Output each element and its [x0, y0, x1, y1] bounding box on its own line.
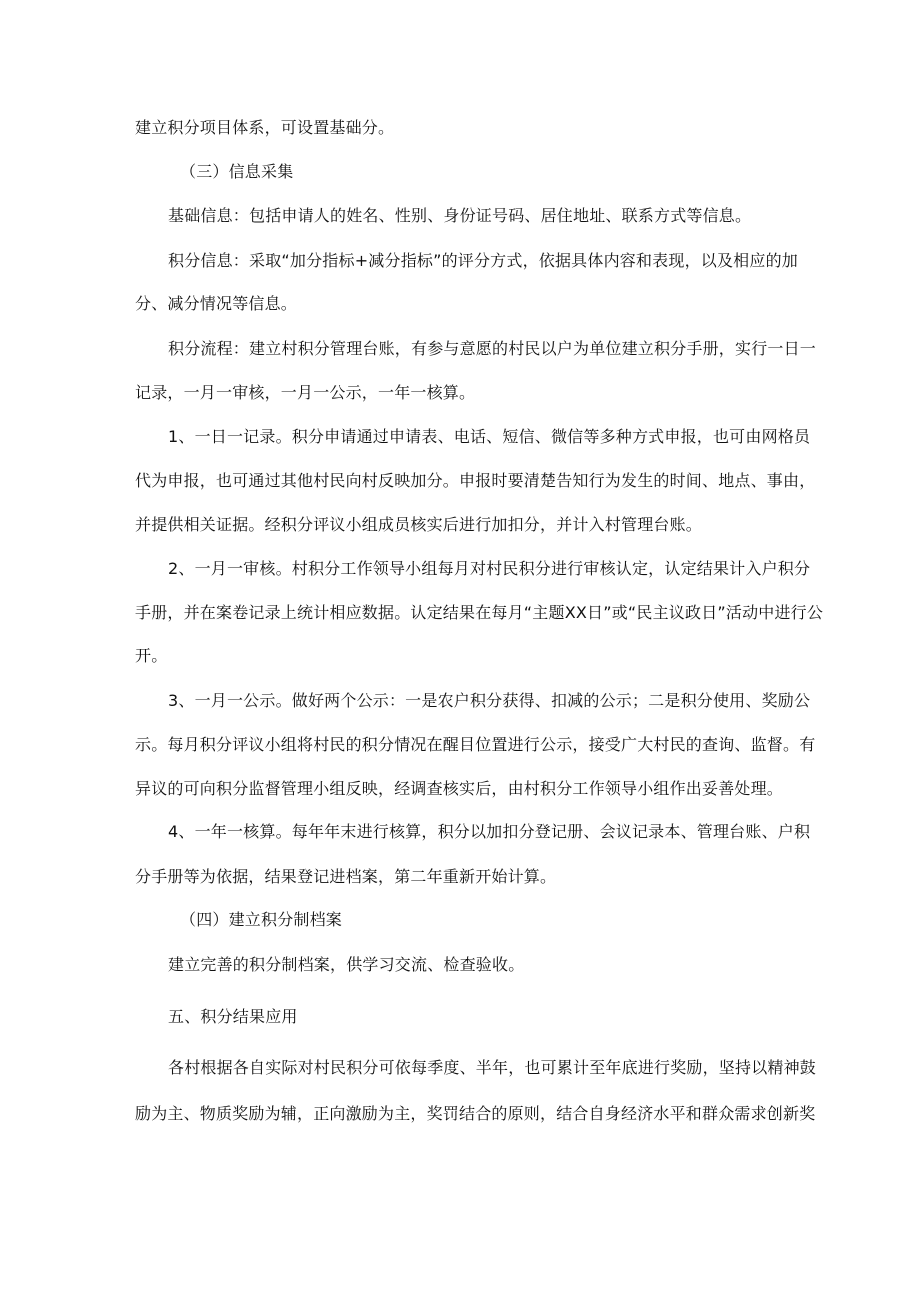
body-line: 开。 [135, 646, 168, 665]
body-line: 分手册等为依据，结果登记进档案，第二年重新开始计算。 [135, 867, 557, 886]
body-line: 积分流程：建立村积分管理台账，有参与意愿的村民以户为单位建立积分手册，实行一日一 [168, 339, 817, 358]
body-line: 记录，一月一审核，一月一公示，一年一核算。 [135, 383, 476, 402]
body-line: 积分信息：采取“加分指标+减分指标”的评分方式，依据具体内容和表现，以及相应的加 [168, 251, 798, 270]
body-line: 1、一日一记录。积分申请通过申请表、电话、短信、微信等多种方式申报，也可由网格员 [168, 427, 811, 446]
body-line: 示。每月积分评议小组将村民的积分情况在醒目位置进行公示，接受广大村民的查询、监督。有 [135, 735, 816, 754]
body-line: 3、一月一公示。做好两个公示：一是农户积分获得、扣减的公示；二是积分使用、奖励公 [168, 691, 811, 710]
section-heading: （四）建立积分制档案 [180, 910, 343, 929]
body-line: 异议的可向积分监督管理小组反映，经调查核实后，由村积分工作领导小组作出妥善处理。 [135, 779, 784, 798]
body-line: 励为主、物质奖励为辅，正向激励为主，奖罚结合的原则，结合自身经济水平和群众需求创新奖 [135, 1104, 816, 1123]
section-heading: （三）信息采集 [180, 162, 294, 181]
body-line: 基础信息：包括申请人的姓名、性别、身份证号码、居住地址、联系方式等信息。 [168, 206, 752, 225]
body-line: 分、减分情况等信息。 [135, 294, 298, 313]
body-line: 4、一年一核算。每年年末进行核算，积分以加扣分登记册、会议记录本、管理台账、户积 [168, 822, 811, 841]
body-line: 各村根据各自实际对村民积分可依每季度、半年，也可累计至年底进行奖励，坚持以精神鼓 [168, 1058, 817, 1077]
chapter-heading: 五、积分结果应用 [168, 1007, 298, 1026]
body-line: 代为申报，也可通过其他村民向村反映加分。申报时要清楚告知行为发生的时间、地点、事由， [135, 471, 816, 490]
body-line: 2、一月一审核。村积分工作领导小组每月对村民积分进行审核认定，认定结果计入户积分 [168, 559, 811, 578]
body-line: 手册，并在案卷记录上统计相应数据。认定结果在每月“主题XX日”或“民主议政日”活动中进行公 [135, 603, 824, 622]
body-line: 建立完善的积分制档案，供学习交流、检查验收。 [168, 955, 525, 974]
body-line: 并提供相关证据。经积分评议小组成员核实后进行加扣分，并计入村管理台账。 [135, 515, 703, 534]
body-line: 建立积分项目体系，可设置基础分。 [135, 118, 395, 137]
